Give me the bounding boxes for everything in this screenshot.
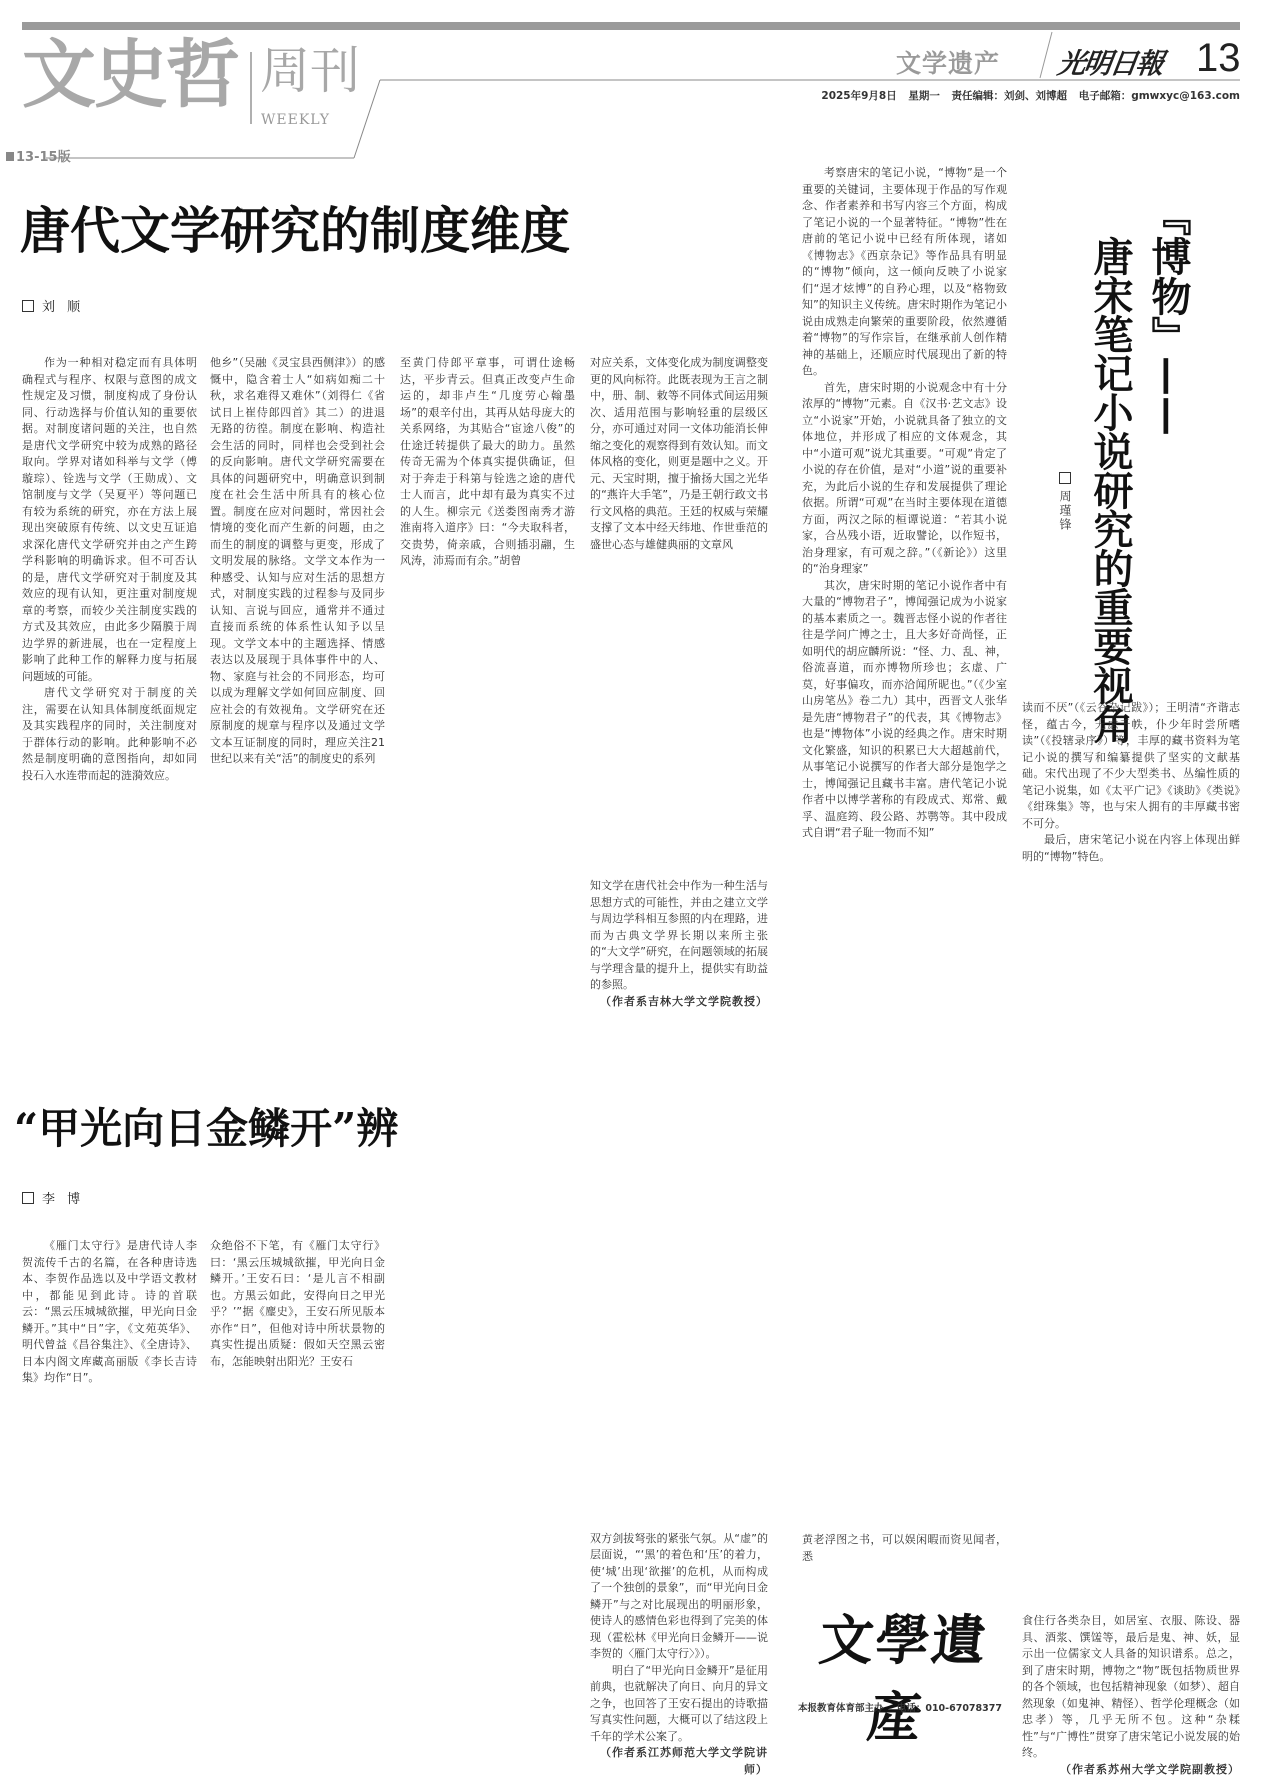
article-2-column-3 xyxy=(400,1238,575,1778)
pages-label xyxy=(6,146,71,165)
paragraph: 对应关系，文体变化成为制度调整变更的风向标符。此既表现为王言之制中，册、制、敕等不同体式间运用频次、适用范围与影响轻重的层级区分，亦可通过对同一文体功能消长伸缩之变化的观察得到有效认知。而文体风格的变化，则更是题中之义。开元、天宝时期，擅于揄扬大国之光华的“燕许大手笔”，乃是王朝行政文书行文风格的典范。王廷的权威与荣耀支撑了文本中经天纬地、作世垂范的盛世心态与雄健典丽的文章风 xyxy=(590,356,768,551)
column-top xyxy=(400,355,575,570)
paragraph: 双方剑拔弩张的紧张气氛。从“虚”的层面说，“‘黑’的着色和‘压’的着力，使‘城’出现‘欲摧’的危机，从而构成了一个独创的景象”，而“甲光向日金鳞开”与之对比展现出的明丽形象，使诗人的感情色彩也得到了完美的体现（霍松林《甲光向日金鳞开——说李贺的〈雁门太守行〉》）。 xyxy=(590,1531,768,1660)
byline-box-icon xyxy=(1059,472,1071,484)
editors: 责任编辑：刘剑、刘博超 xyxy=(951,90,1068,102)
newspaper-logo: 光明日報 xyxy=(1055,47,1165,80)
article-2-byline xyxy=(22,1188,84,1207)
dateline xyxy=(813,88,1240,103)
article-2-column-4 xyxy=(590,1238,768,1778)
paragraph: 作为一种相对稳定而有具体明确程式与程序、权限与意图的成文性规定及习惯，制度构成了身份认同、行动选择与价值认知的重要依据。对制度诸问题的关注，也自然是唐代文学研究中较为成熟的路径取向。学界对诸如科举与文学（傅璇琮）、铨选与文学（王勋成）、文馆制度与文学（吴夏平）等问题已有较为系统的研究，亦在方法上展现出突破原有传统、以文史互证追求深化唐代文学研究并由之产生跨学科影响的明确诉求。但不可否认的是，唐代文学研究对于制度及其效应的现有认知，更注重对制度规章的考察，而较少关注制度实践的方式及其效应，由此多少隔膜于周边学界的新进展，也在一定程度上影响了此种工作的解释力度与拓展问题域的可能。 xyxy=(22,356,197,683)
paragraph: 其次，唐宋时期的笔记小说作者中有大量的“博物君子”，博闻强记成为小说家的基本素质之一。魏晋志怪小说的作者往往是学问广博之士，且大多好奇尚怪，正如明代的胡应麟所说：“怪、力、乱、神，俗流喜道，而亦博物所珍也；玄虚、广莫，好事偏攻，而亦洽闻所昵也。”（《少室山房笔丛》卷二九）其中，西晋文人张华是先唐“博物君子”的代表，其《博物志》也是“博物体”小说的经典之作。唐宋时期文化繁盛，知识的积累已大大超越前代，从事笔记小说撰写的作者大部分是饱学之士，博闻强记且藏书丰富。唐代笔记小说作者中以博学著称的有段成式、郑常、戴孚、温庭筠、段公路、苏鹗等。其中段成式自谓“君子耻一物而不知” xyxy=(802,578,1007,839)
email: 电子邮箱：gmwxyc@163.com xyxy=(1078,90,1240,102)
article-2-column-2 xyxy=(210,1238,385,1778)
paragraph: 至黄门侍郎平章事，可谓仕途畅达，平步青云。但真正改变卢生命运的，却非卢生“几度劳心翰墨场”的艰辛付出，其再从姑母庞大的关系网络，为其贴合“宦途八俊”的仕途迁转提供了最大的助力。虽然传奇无需为个体真实提供确证，但对于奔走于科第与铨选之途的唐代士人而言，此中却有最为真实不过的人生。柳宗元《送娄图南秀才游淮南将入道序》曰：“今夫取科者，交贵势，倚亲戚，合则插羽翮，生风涛，沛焉而有余。”胡曾 xyxy=(400,356,575,567)
paragraph: 他乡”（吴融《灵宝县西侧津》）的感慨中，隐含着士人“如病如痴二十秋，求名难得又难休”（刘得仁《省试日上崔侍郎四首》其二）的进退无路的彷徨。制度在影响、构造社会生活的同时，同样也会受到社会的反向影响。唐代文学研究需要在具体的问题研究中，明确意识到制度在社会生活中所具有的核心位置。制度在应对问题时，常因社会情境的变化而产生新的问题，由之而生的制度的调整与更变，形成了文明发展的脉络。文学文本作为一种感受、认知与应对生活的思想方式，对制度实践的过程参与及同步认知、言说与回应，通常并不通过直接而系统的体系性认知予以呈现。文学文本中的主题选择、情感表达以及展现于具体事件中的人、物、家庭与社会的不同形态，均可以成为理解文学如何回应制度、回应社会的有效视角。文学研究在还原制度的规章与程序以及通过文学文本互证制度的同时，理应关注21世纪以来有关“活”的制度史的系列 xyxy=(210,356,385,765)
article-1-byline xyxy=(22,296,84,315)
paragraph: 众绝俗不下笔，有《雁门太守行》曰：‘黑云压城城欲摧，甲光向日金鳞开。’王安石曰：‘是儿言不相副也。方黑云如此，安得向日之甲光乎？’”据《麈史》，王安石所见版本亦作“日”，但他对诗中所状景物的真实性提出质疑：假如天空黑云密布，怎能映射出阳光？王安石 xyxy=(210,1239,385,1368)
paragraph: 知文学在唐代社会中作为一种生活与思想方式的可能性，并由之建立文学与周边学科相互参照的内在理路，进而为古典文学界长期以来所主张的“大文学”研究，在问题领域的拓展与学理含量的提升上，提供实有助益的参照。 xyxy=(590,879,768,991)
masthead-brand: 文史哲 xyxy=(22,32,238,118)
section-name: 文学遗产 xyxy=(896,49,1001,78)
square-icon xyxy=(6,152,14,161)
date: 2025年9月8日 xyxy=(821,90,897,102)
phone: 电话：010-67078377 xyxy=(896,1703,1002,1714)
paragraph: 黄老浮图之书，可以娱闲暇而资见闻者，悉 xyxy=(802,1533,1007,1563)
column-bottom xyxy=(1022,1613,1240,1778)
page-number: 13 xyxy=(1196,36,1241,80)
author-attribution: （作者系江苏师范大学文学院讲师） xyxy=(600,1746,768,1776)
column-bottom xyxy=(590,878,768,1010)
article-3-column-2 xyxy=(1022,700,1240,1778)
article-3-column-1 xyxy=(802,165,1007,1565)
column-top xyxy=(22,355,197,784)
paragraph: 食住行各类杂目，如居室、衣服、陈设、器具、酒浆、馔馐等，最后是鬼、神、妖，显示出一位儒家文人具备的知识谱系。总之，到了唐宋时期，博物之“物”既包括物质世界的各个领域，也包括精神现象（如梦）、超自然现象（如鬼神、精怪）、哲学伦理概念（如忠孝）等，几乎无所不包。这种“杂糅性”与“广博性”贯穿了唐宋笔记小说发展的始终。 xyxy=(1022,1614,1240,1759)
paragraph: 明白了“甲光向日金鳞开”是征用前典，也就解决了向日、向月的异文之争，也回答了王安石提出的诗歌描写真实性问题，大概可以了结这段上千年的学术公案了。 xyxy=(590,1663,768,1743)
pages-text: 13-15版 xyxy=(16,150,71,165)
byline-box-icon xyxy=(22,300,34,312)
column-logo-caption xyxy=(790,1700,1010,1714)
byline-box-icon xyxy=(22,1192,34,1204)
organizer: 本报教育体育部主办 xyxy=(798,1703,884,1714)
masthead-weekly: 周刊 xyxy=(260,42,360,100)
paragraph: 读而不厌”（《云谷杂记跋》）；王明清“齐谐志怪，蕴古今，无虑千帙，仆少年时尝所嗜读”（《投辖录序》）等，丰厚的藏书资料为笔记小说的撰写和编纂提供了坚实的文献基础。宋代出现了不少大型类书、丛编性质的笔记小说集，如《太平广记》《谈助》《类说》《绀珠集》等，也与宋人拥有的丰厚藏书密不可分。 xyxy=(1022,701,1240,830)
paragraph: 首先，唐宋时期的小说观念中有十分浓厚的“博物”元素。自《汉书·艺文志》设立“小说家”开始，小说就具备了独立的文体地位，并形成了相应的文体观念，其中“小道可观”说尤其重要。“可观”肯定了小说的存在价值，是对“小道”说的重要补充，为此后小说的生存和发展提供了理论依据。所谓“可观”在当时主要体现在道德方面，两汉之际的桓谭说道：“若其小说家，合丛残小语，近取譬论，以作短书，治身理家，有可观之辞。”（《新论》）这里的“治身理家” xyxy=(802,380,1007,575)
article-1-column-2 xyxy=(210,355,385,1010)
author-attribution: （作者系苏州大学文学院副教授） xyxy=(1060,1762,1240,1776)
masthead-divider xyxy=(250,52,252,124)
author-attribution: （作者系吉林大学文学院教授） xyxy=(600,994,768,1008)
paragraph: 最后，唐宋笔记小说在内容上体现出鲜明的“博物”特色。 xyxy=(1022,833,1240,863)
article-1-column-1 xyxy=(22,355,197,1010)
author: 李 博 xyxy=(42,1192,85,1207)
column-logo: 文學遺產 xyxy=(816,1608,992,1749)
article-1-column-3 xyxy=(400,355,575,1010)
column-top xyxy=(210,1238,385,1370)
article-1-title: 唐代文学研究的制度维度 xyxy=(20,201,570,260)
column-top xyxy=(1022,700,1240,865)
article-2-column-1 xyxy=(22,1238,197,1778)
article-3-title-lead: 『博物』—— xyxy=(1145,196,1192,436)
author: 刘 顺 xyxy=(42,300,85,315)
masthead-weekly-en: WEEKLY xyxy=(261,112,330,128)
column-bottom xyxy=(802,1532,1007,1565)
paragraph: 考察唐宋的笔记小说，“博物”是一个重要的关键词，主要体现于作品的写作观念、作者素养和书写内容三个方面，构成了笔记小说的一个显著特征。“博物”性在唐前的笔记小说中已经有所体现，诸如《博物志》《西京杂记》等作品具有明显的“博物”倾向，这一倾向反映了小说家们“逞才炫博”的自矜心理，以及“格物致知”的知识主义传统。唐宋时期作为笔记小说由成熟走向繁荣的重要阶段，依然遵循着“博物”的写作宗旨，在继承前人创作精神的基础上，还顺应时代展现出了新的特色。 xyxy=(802,166,1007,377)
author: 周瑾锋 xyxy=(1058,490,1072,532)
column-top xyxy=(802,165,1007,842)
paragraph: 唐代文学研究对于制度的关注，需要在认知具体制度纸面规定及其实践程序的同时，关注制度对于群体行动的影响。此种影响不必然是制度明确的意图指向，却如同投石入水连带而起的涟漪效应。 xyxy=(22,686,197,782)
column-bottom xyxy=(590,1531,768,1779)
column-top xyxy=(590,355,768,553)
paragraph: 《雁门太守行》是唐代诗人李贺流传千古的名篇，在各种唐诗选本、李贺作品选以及中学语文教材中，都能见到此诗。诗的首联云：“黑云压城城欲摧，甲光向日金鳞开。”其中“日”字，《文苑英华》、明代曾益《昌谷集注》、《全唐诗》、日本内阁文库藏高丽版《李长吉诗集》均作“日”。 xyxy=(22,1239,197,1384)
weekday: 星期一 xyxy=(908,90,940,102)
article-1-column-4 xyxy=(590,355,768,1010)
column-top xyxy=(22,1238,197,1387)
article-3-byline xyxy=(1057,472,1074,532)
column-top xyxy=(210,355,385,768)
article-3-title: 唐宋笔记小说研究的重要视角 xyxy=(1087,236,1134,743)
article-2-title: “甲光向日金鳞开”辨 xyxy=(14,1104,399,1153)
